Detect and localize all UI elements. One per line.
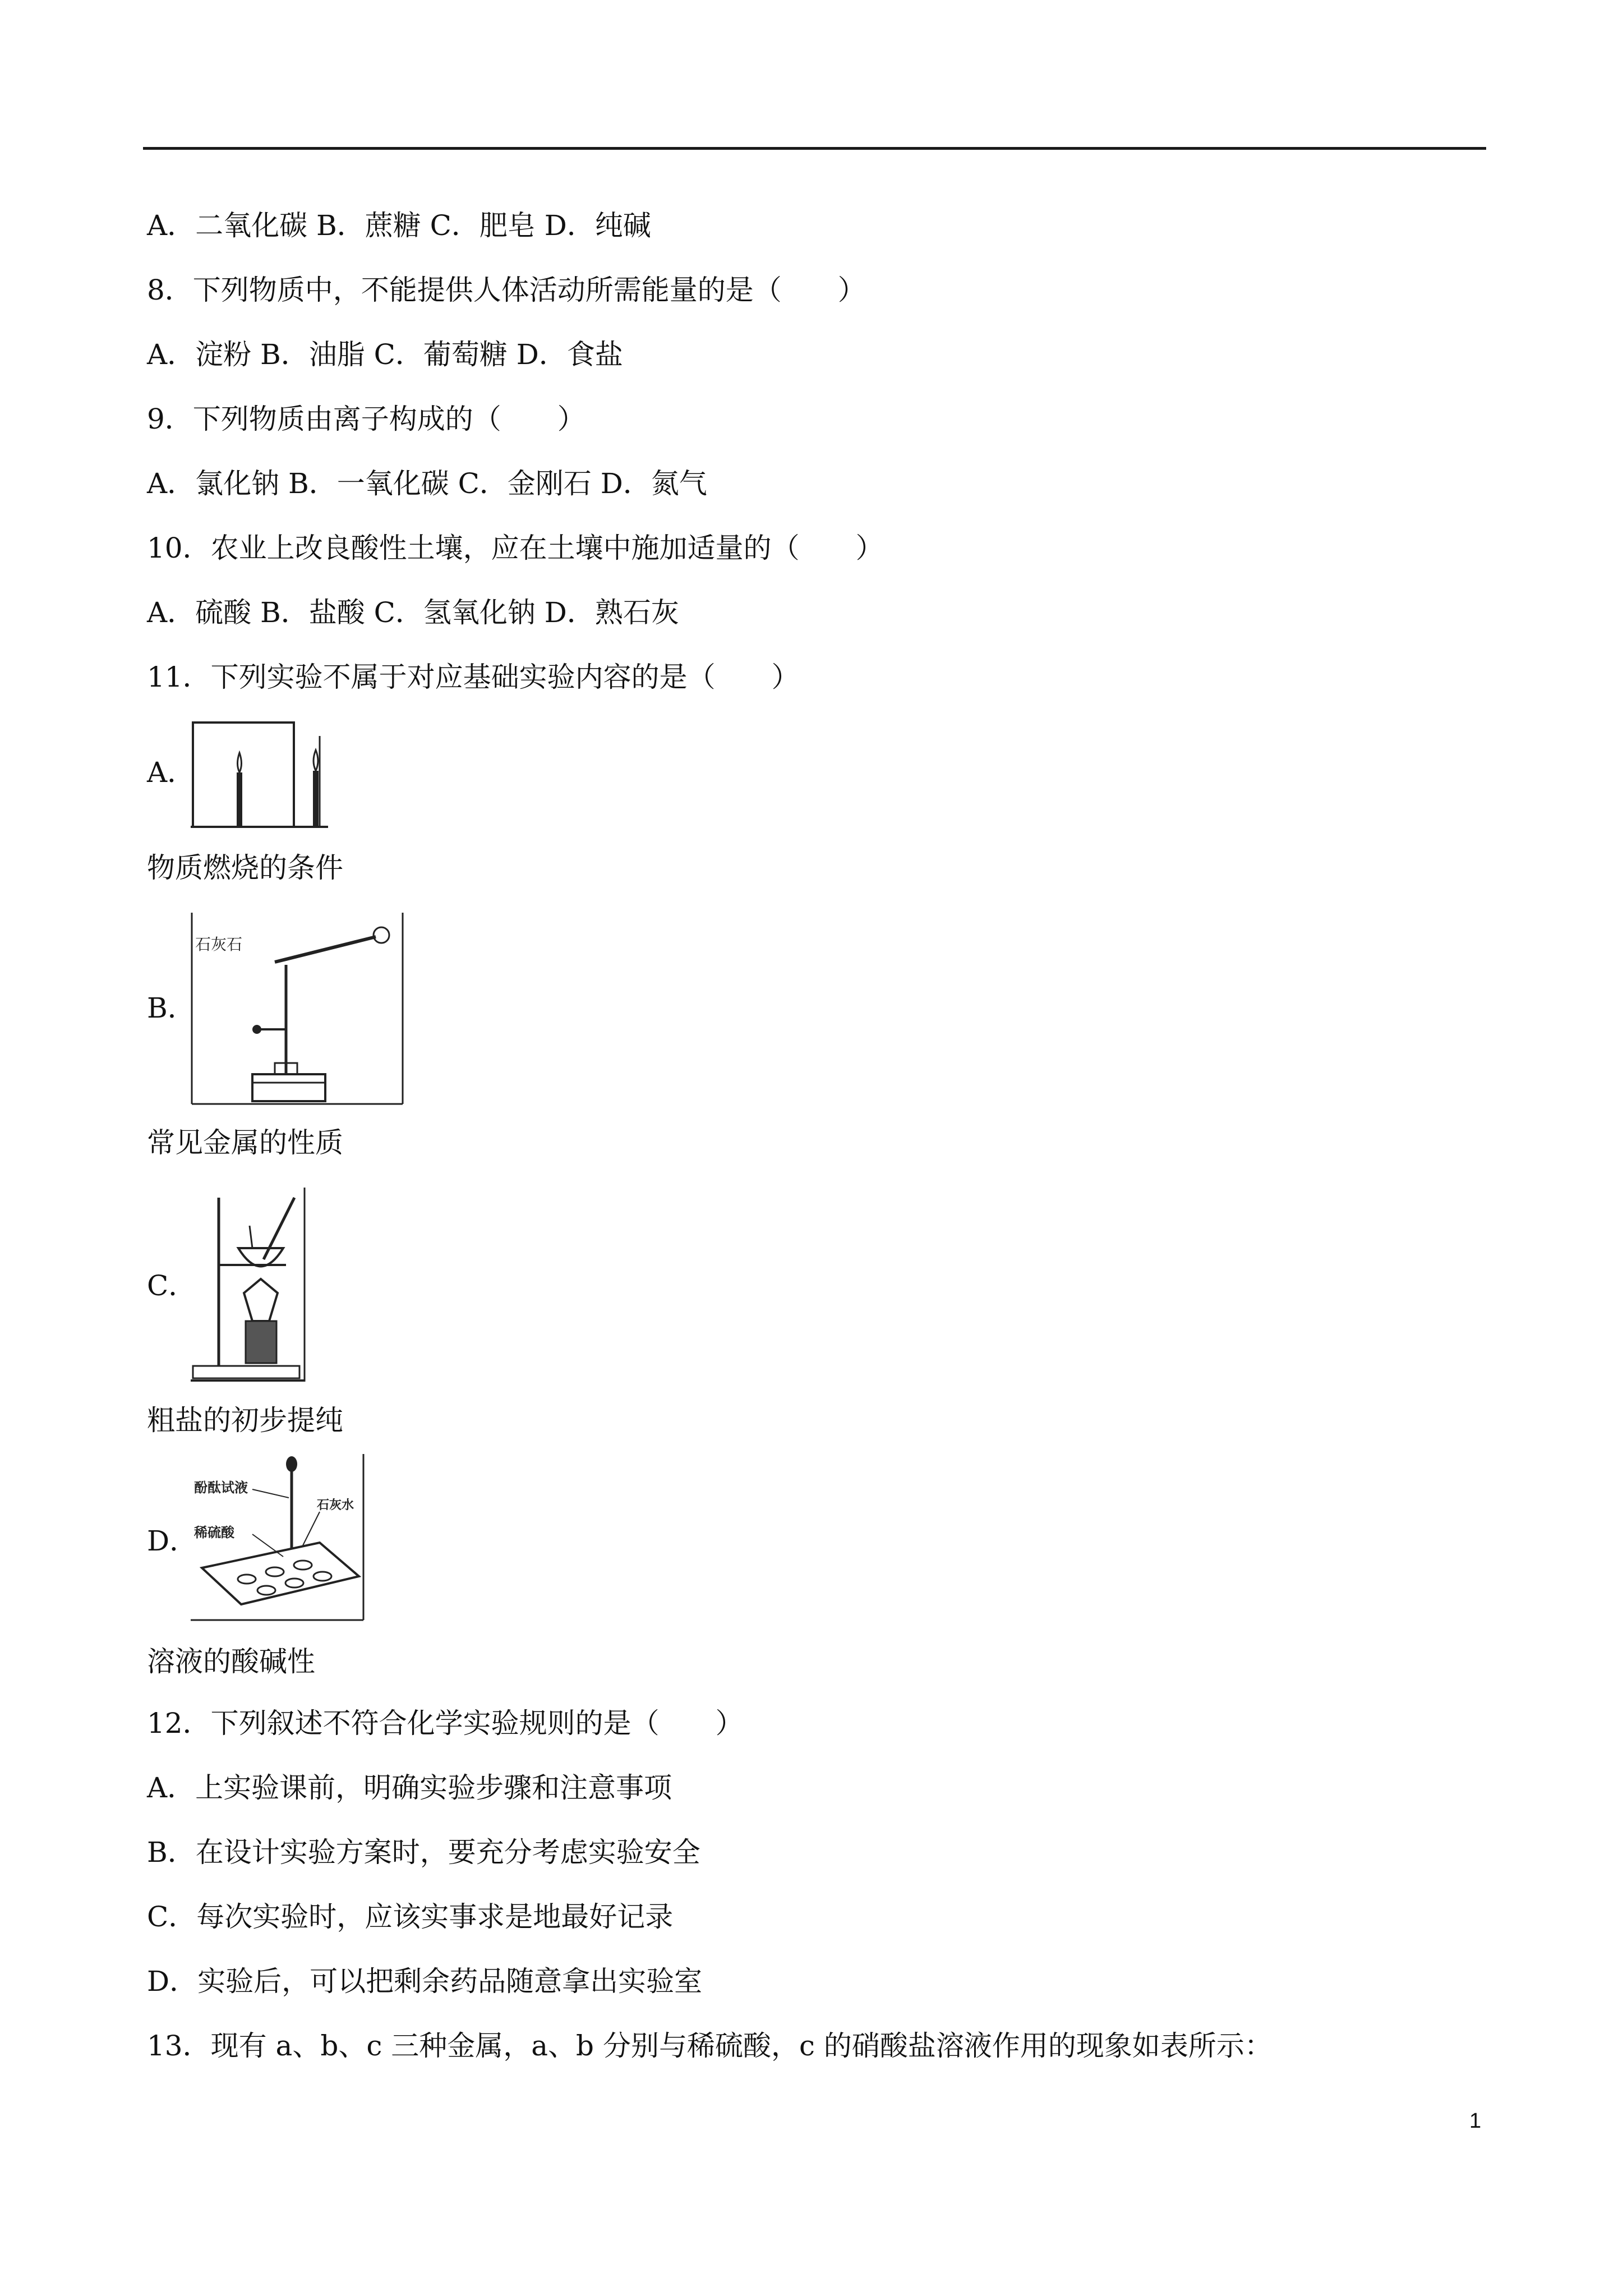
limestone-label: 石灰石	[195, 935, 243, 954]
phenolphthalein-label: 酚酞试液	[194, 1479, 248, 1496]
spot-plate-with-dropper-icon	[191, 1453, 365, 1621]
q11-option-b-caption: 常见金属的性质	[147, 1126, 343, 1159]
page-number: 1	[1469, 2109, 1482, 2133]
q11-option-c-caption: 粗盐的初步提纯	[147, 1404, 343, 1437]
q12-option-b: B．在设计实验方案时，要充分考虑实验安全	[147, 1836, 700, 1869]
header-rule	[143, 147, 1486, 150]
q11-option-d-caption: 溶液的酸碱性	[147, 1645, 315, 1678]
q8-options: A．淀粉 B．油脂 C．葡萄糖 D．食盐	[147, 338, 623, 371]
candles-in-beaker-icon	[191, 719, 328, 829]
evaporating-dish-on-stand-icon	[191, 1186, 306, 1383]
limewater-label: 石灰水	[317, 1498, 354, 1512]
heating-rod-on-burner-icon	[191, 912, 404, 1105]
q7-options: A．二氧化碳 B．蔗糖 C．肥皂 D．纯碱	[147, 209, 651, 242]
dilute-sulfuric-label: 稀硫酸	[194, 1524, 234, 1540]
q9-stem: 9．下列物质由离子构成的（ ）	[147, 403, 585, 435]
q12-option-a: A．上实验课前，明确实验步骤和注意事项	[147, 1772, 672, 1804]
q8-stem: 8．下列物质中，不能提供人体活动所需能量的是（ ）	[147, 274, 866, 306]
q11-option-d-label: D．	[147, 1525, 198, 1557]
q12-stem: 12．下列叙述不符合化学实验规则的是（ ）	[147, 1707, 744, 1740]
q11-option-b-label: B．	[147, 992, 196, 1024]
q11-option-a-caption: 物质燃烧的条件	[147, 852, 343, 884]
q11-stem: 11．下列实验不属于对应基础实验内容的是（ ）	[147, 661, 800, 693]
q10-stem: 10．农业上改良酸性土壤，应在土壤中施加适量的（ ）	[147, 532, 884, 564]
q13-stem: 13．现有 a、b、c 三种金属，a、b 分别与稀硫酸，c 的硝酸盐溶液作用的现象如表所示：	[147, 2030, 1272, 2062]
q12-option-d: D．实验后，可以把剩余药品随意拿出实验室	[147, 1965, 703, 1998]
q12-option-c: C．每次实验时，应该实事求是地最好记录	[147, 1901, 674, 1933]
q10-options: A．硫酸 B．盐酸 C．氢氧化钠 D．熟石灰	[147, 596, 679, 629]
q11-option-a-label: A．	[147, 756, 196, 789]
q11-option-c-label: C．	[147, 1269, 197, 1302]
q9-options: A．氯化钠 B．一氧化碳 C．金刚石 D．氮气	[147, 467, 707, 500]
